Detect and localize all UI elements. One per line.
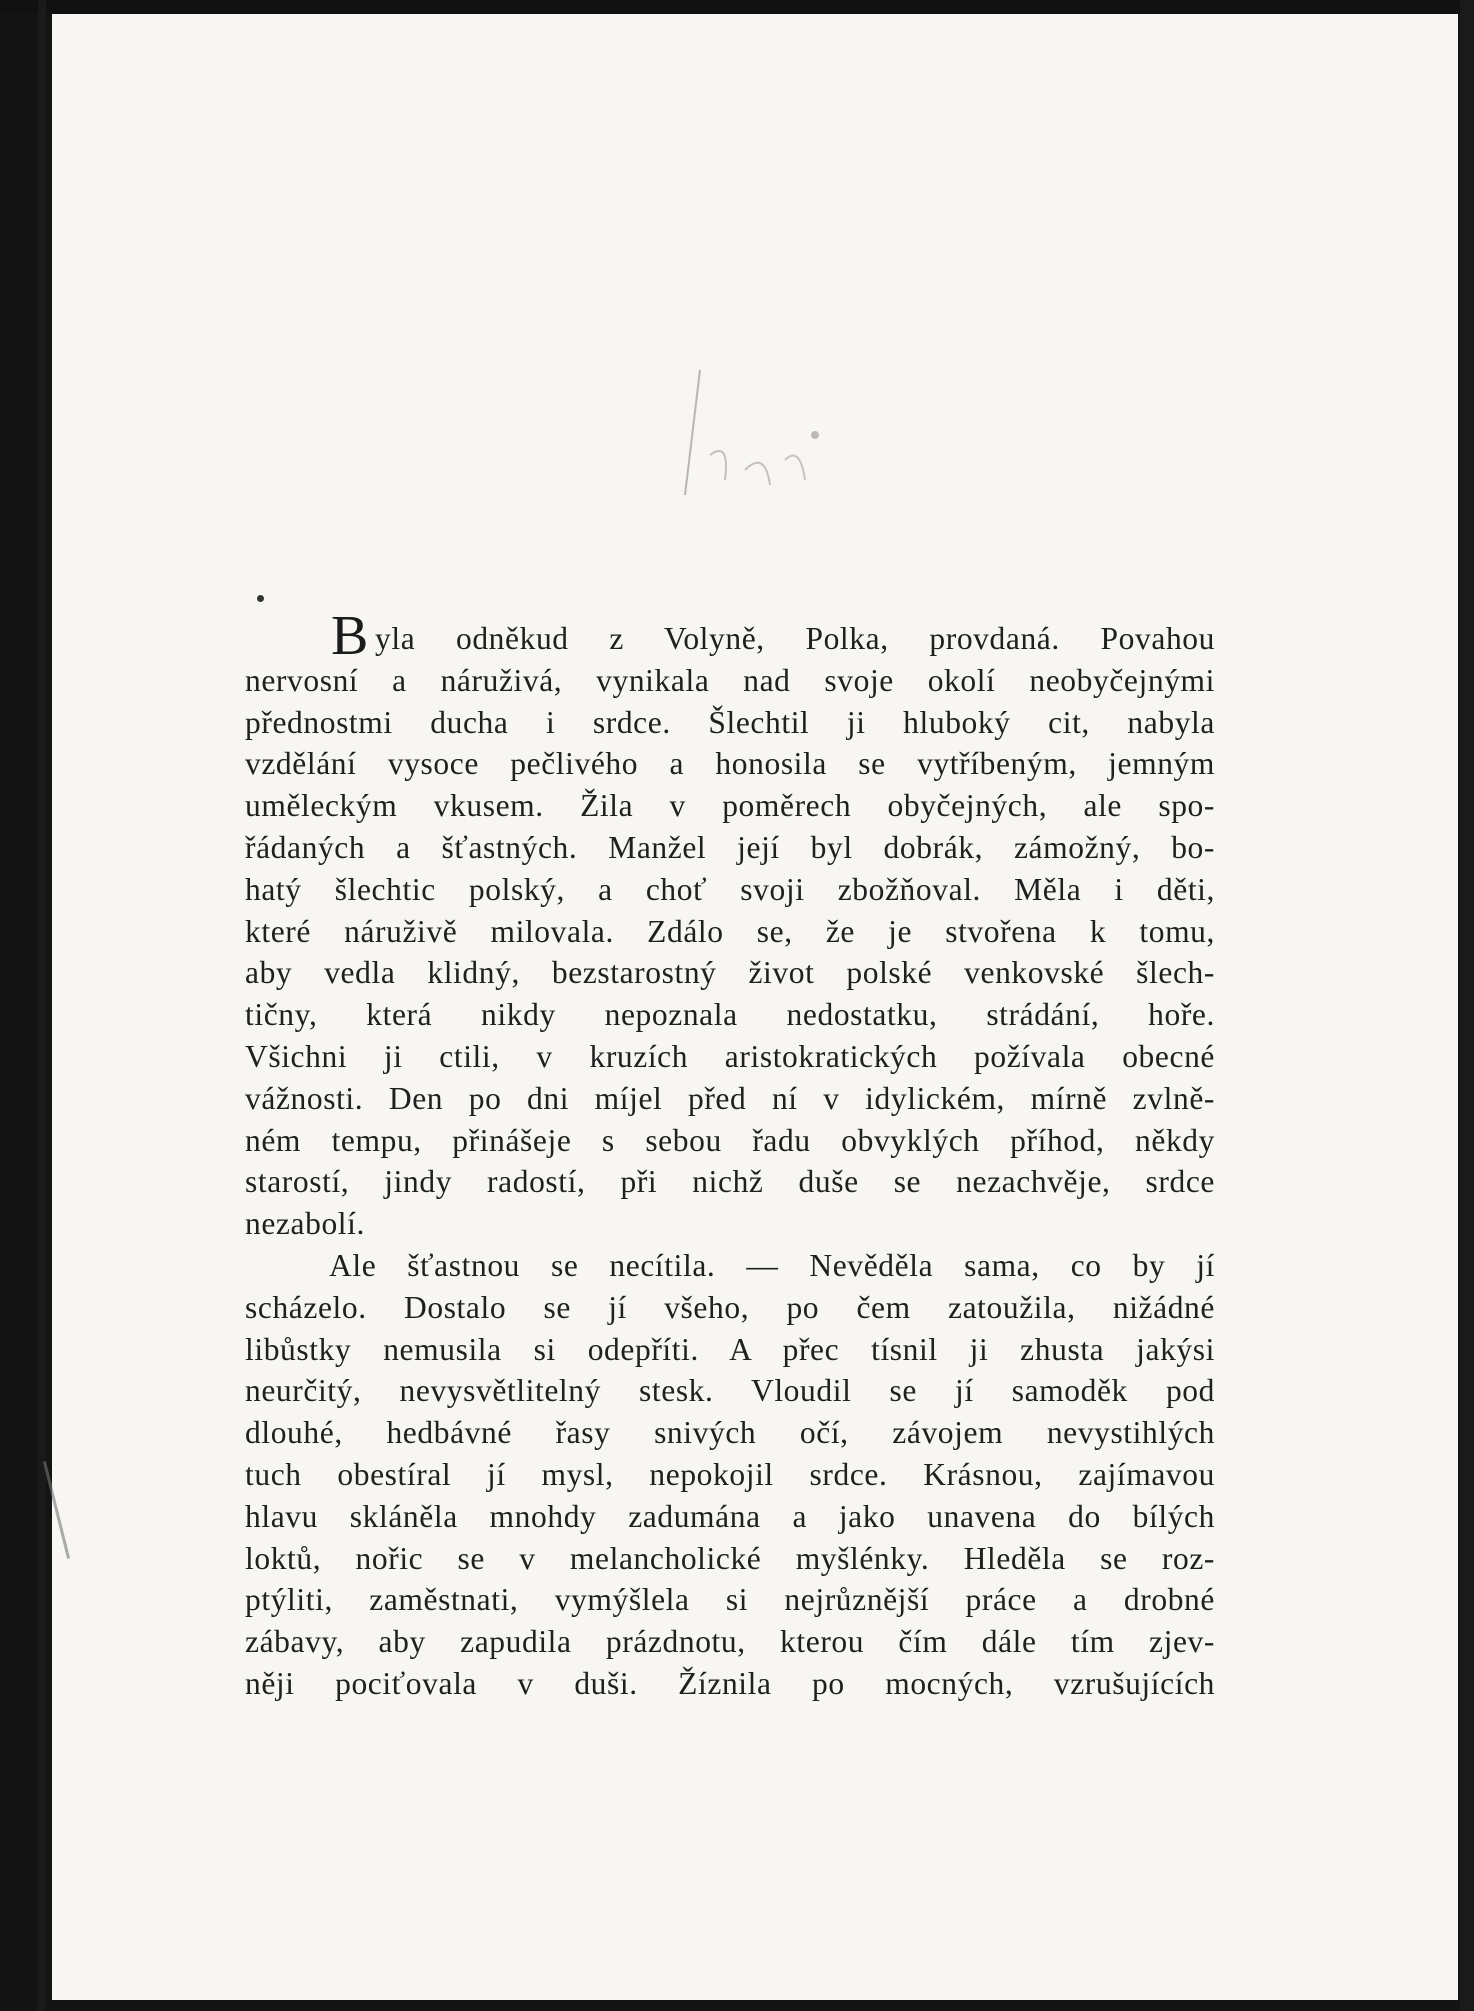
text-line: ptýliti, zaměstnati, vymýšlela si nejrůznější práce a drobné [245,1582,1215,1618]
text-line: loktů, nořic se v melancholické myšlénky. Hleděla se roz- [245,1540,1215,1576]
right-border [1460,0,1474,2011]
text-line: tičny, která nikdy nepoznala nedostatku, strádání, hoře. [245,997,1215,1033]
text-line: dlouhé, hedbávné řasy snivých očí, závojem nevystihlých [245,1415,1215,1451]
text-line: tuch obestíral jí mysl, nepokojil srdce. Krásnou, zajímavou [245,1456,1215,1492]
text-line: zábavy, aby zapudila prázdnotu, kterou čím dále tím zjev- [245,1624,1215,1660]
text-line: aby vedla klidný, bezstarostný život polské venkovské šlech- [245,955,1215,991]
text-line: starostí, jindy radostí, při nichž duše se nezachvěje, srdce [245,1164,1215,1200]
text-line: nervosní a náruživá, vynikala nad svoje okolí neobyčejnými [245,662,1215,698]
ink-dot [257,595,264,602]
top-border [0,0,1474,14]
text-line: vážnosti. Den po dni míjel před ní v idylickém, mírně zvlně- [245,1080,1215,1116]
text-line: hatý šlechtic polský, a choť svoji zbožňoval. Měla i děti, [245,871,1215,907]
text-line: něji pociťovala v duši. Žíznila po mocných, vzrušujících [245,1665,1215,1701]
text-line: hlavu skláněla mnohdy zadumána a jako unavena do bílých [245,1498,1215,1534]
text-line: Ale šťastnou se necítila. — Nevěděla sama, co by jí [329,1247,1215,1283]
text-line: neurčitý, nevysvětlitelný stesk. Vloudil se jí samoděk pod [245,1373,1215,1409]
text-line: které náruživě milovala. Zdálo se, že je stvořena k tomu, [245,913,1215,949]
text-line: přednostmi ducha i srdce. Šlechtil ji hluboký cit, nabyla [245,704,1215,740]
text-line: uměleckým vkusem. Žila v poměrech obyčejných, ale spo- [245,788,1215,824]
first-line [245,605,1215,667]
first-line-text: yla odněkud z Volyně, Polka, provdaná. Povahou [375,621,1215,656]
text-line: libůstky nemusila si odepříti. A přec tísnil ji zhusta jakýsi [245,1331,1215,1367]
text-line: scházelo. Dostalo se jí všeho, po čem zatoužila, nižádné [245,1289,1215,1325]
text-line: vzdělání vysoce pečlivého a honosila se vytříbeným, jemným [245,746,1215,782]
text-line: ném tempu, přinášeje s sebou řadu obvyklých příhod, někdy [245,1122,1215,1158]
pencil-mark [655,360,885,510]
text-line: Všichni ji ctili, v kruzích aristokratických požívala obecné [245,1038,1215,1074]
text-line: řádaných a šťastných. Manžel její byl dobrák, zámožný, bo- [245,829,1215,865]
drop-cap: B [331,605,369,667]
text-line: nezabolí. [245,1206,365,1242]
page-text [245,605,1215,1705]
left-border [38,0,46,2011]
